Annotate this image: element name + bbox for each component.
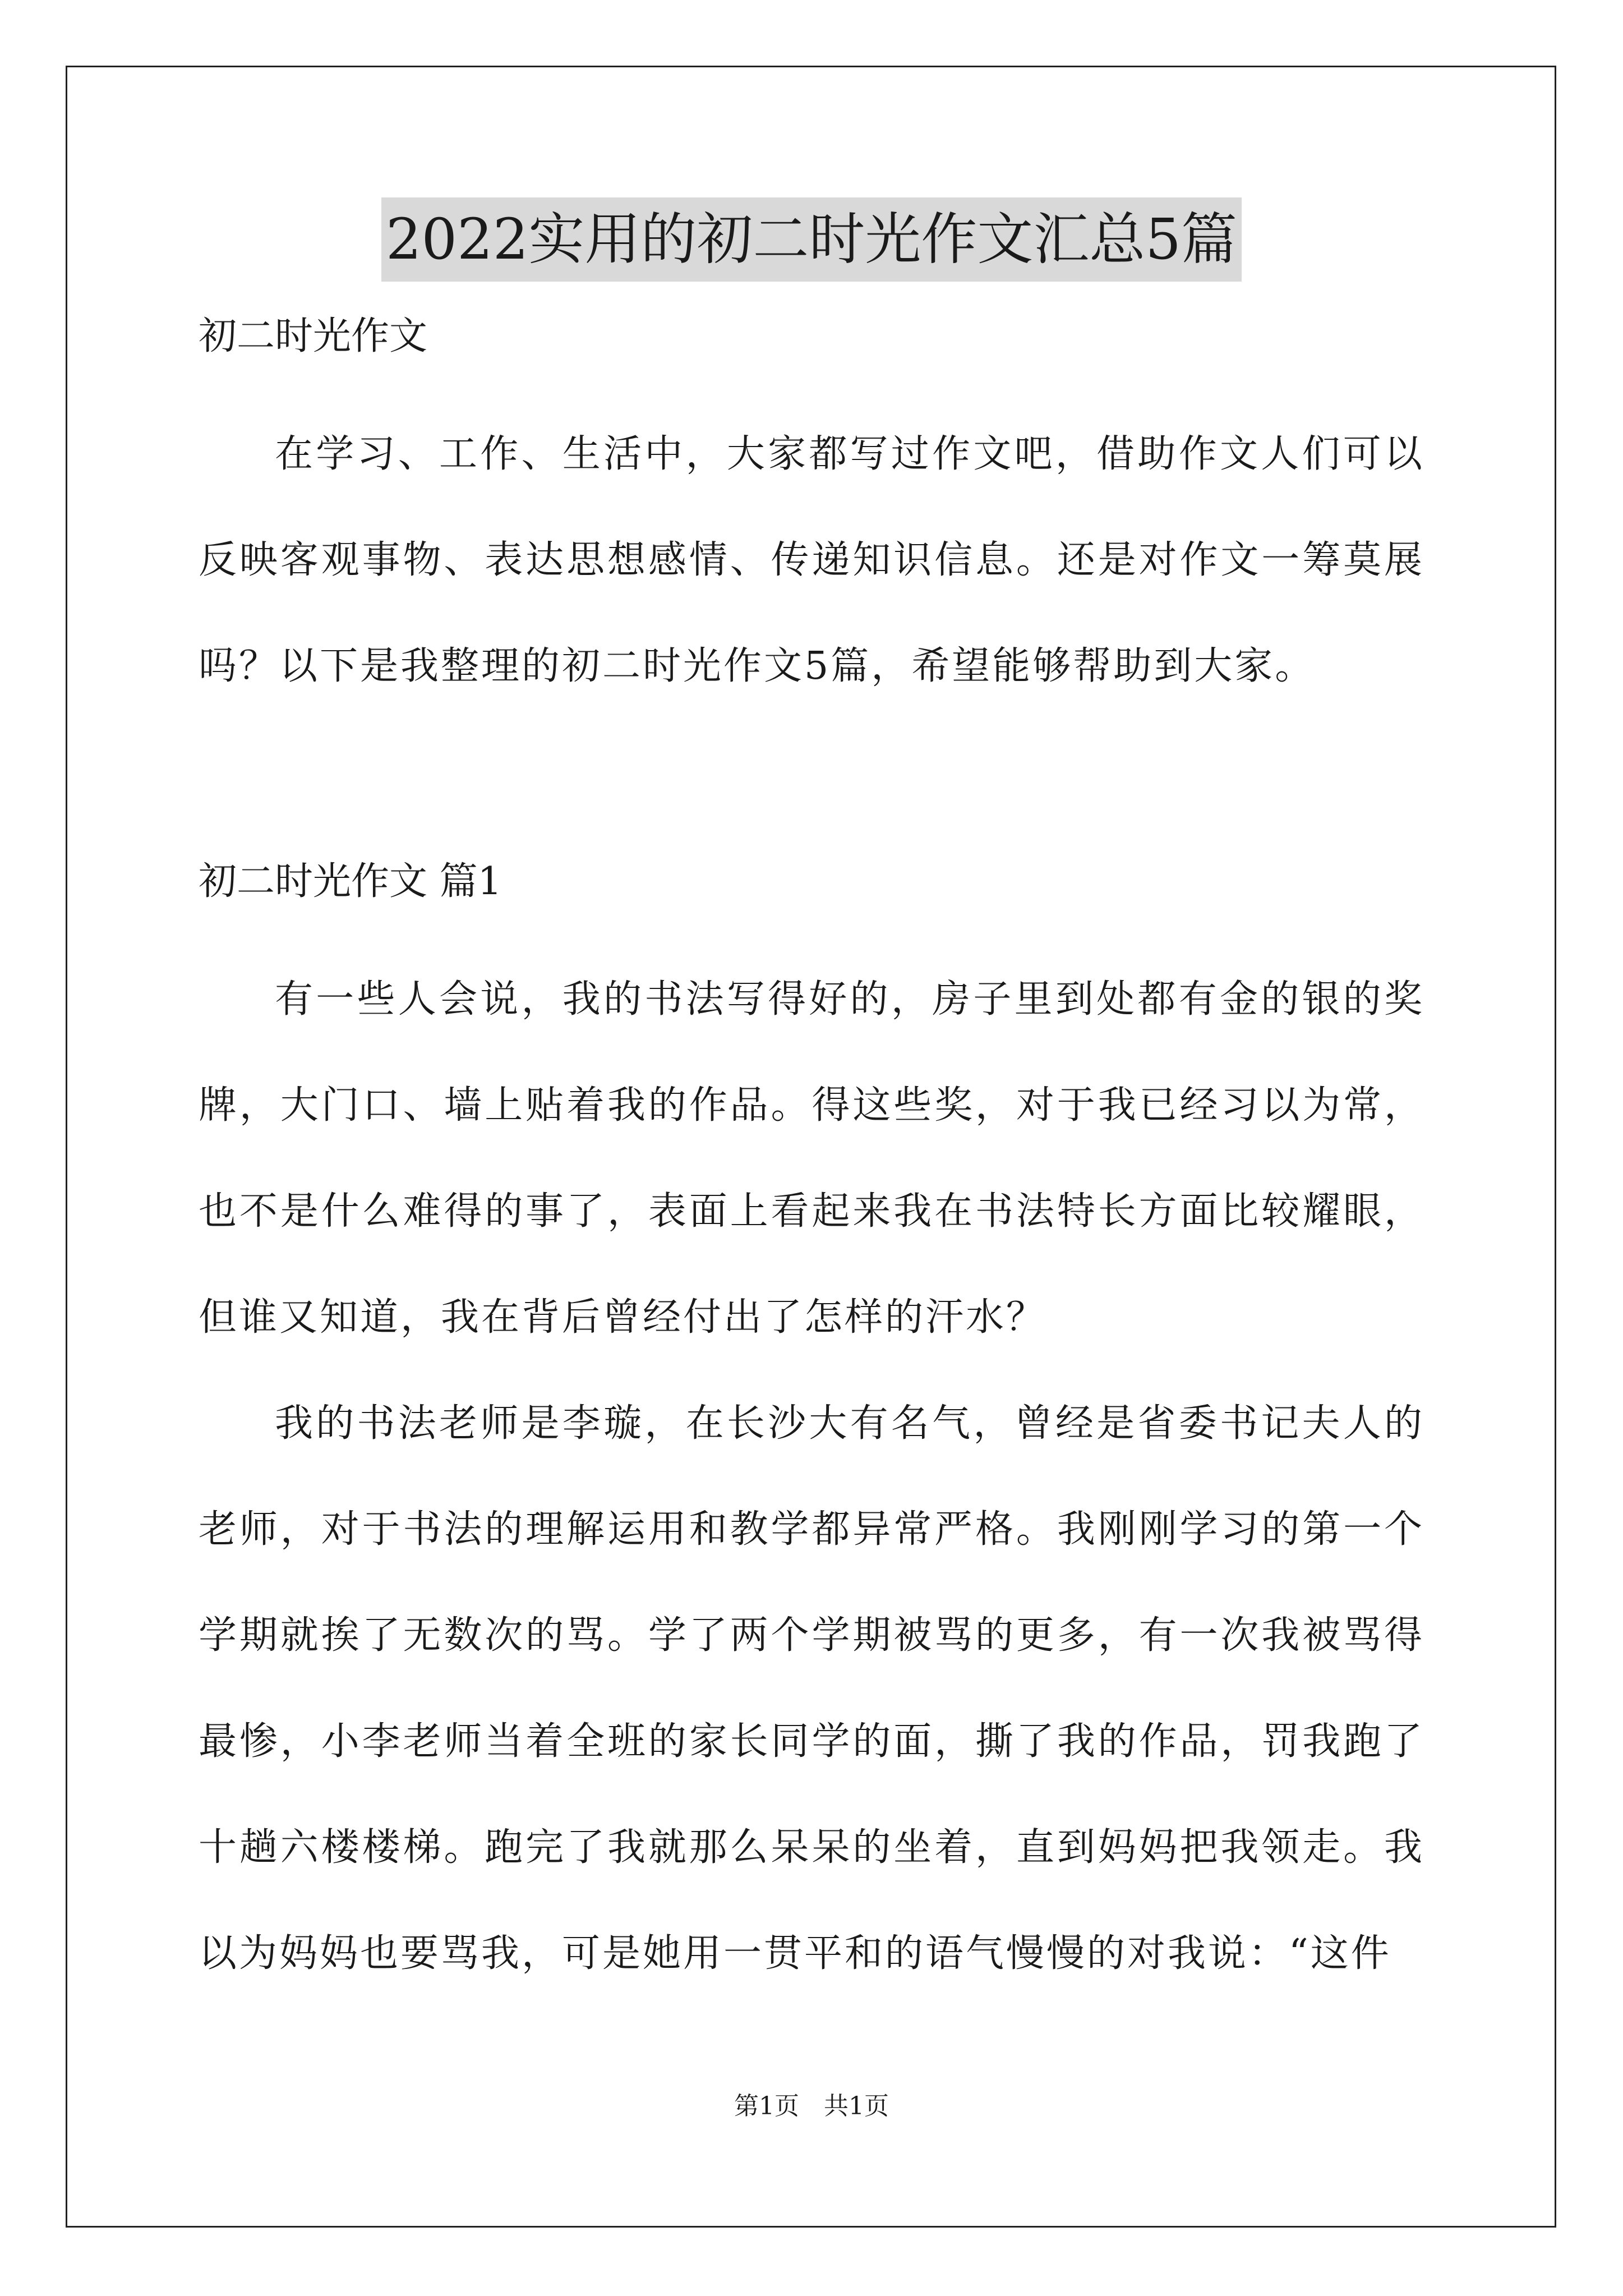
document-title: 2022实用的初二时光作文汇总5篇 <box>381 197 1242 282</box>
section-paragraph: 有一些人会说，我的书法写得好的，房子里到处都有金的银的奖牌，大门口、墙上贴着我的作品。得这些奖，对于我已经习以为常，也不是什么难得的事了，表面上看起来我在书法特长方面比较耀眼，但谁又知道，我在背后曾经付出了怎样的汗水？ <box>199 977 1424 1340</box>
intro-paragraph: 在学习、工作、生活中，大家都写过作文吧，借助作文人们可以反映客观事物、表达思想感情、传递知识信息。还是对作文一筹莫展吗？以下是我整理的初二时光作文5篇，希望能够帮助到大家。 <box>199 432 1424 688</box>
section-heading: 初二时光作文 篇1 <box>199 859 502 904</box>
page-footer: 第1页 共1页 <box>734 2092 889 2120</box>
section-paragraph: 我的书法老师是李璇，在长沙大有名气，曾经是省委书记夫人的老师，对于书法的理解运用和教学都异常严格。我刚刚学习的第一个学期就挨了无数次的骂。学了两个学期被骂的更多，有一次我被骂得最惨，小李老师当着全班的家长同学的面，撕了我的作品，罚我跑了十趟六楼楼梯。跑完了我就那么呆呆的坐着，直到妈妈把我领走。我以为妈妈也要骂我，可是她用一贯平和的语气慢慢的对我说：“这件 <box>199 1401 1424 1976</box>
intro-heading: 初二时光作文 <box>199 314 428 358</box>
title-container <box>0 197 1623 282</box>
document-body <box>199 314 1424 2007</box>
